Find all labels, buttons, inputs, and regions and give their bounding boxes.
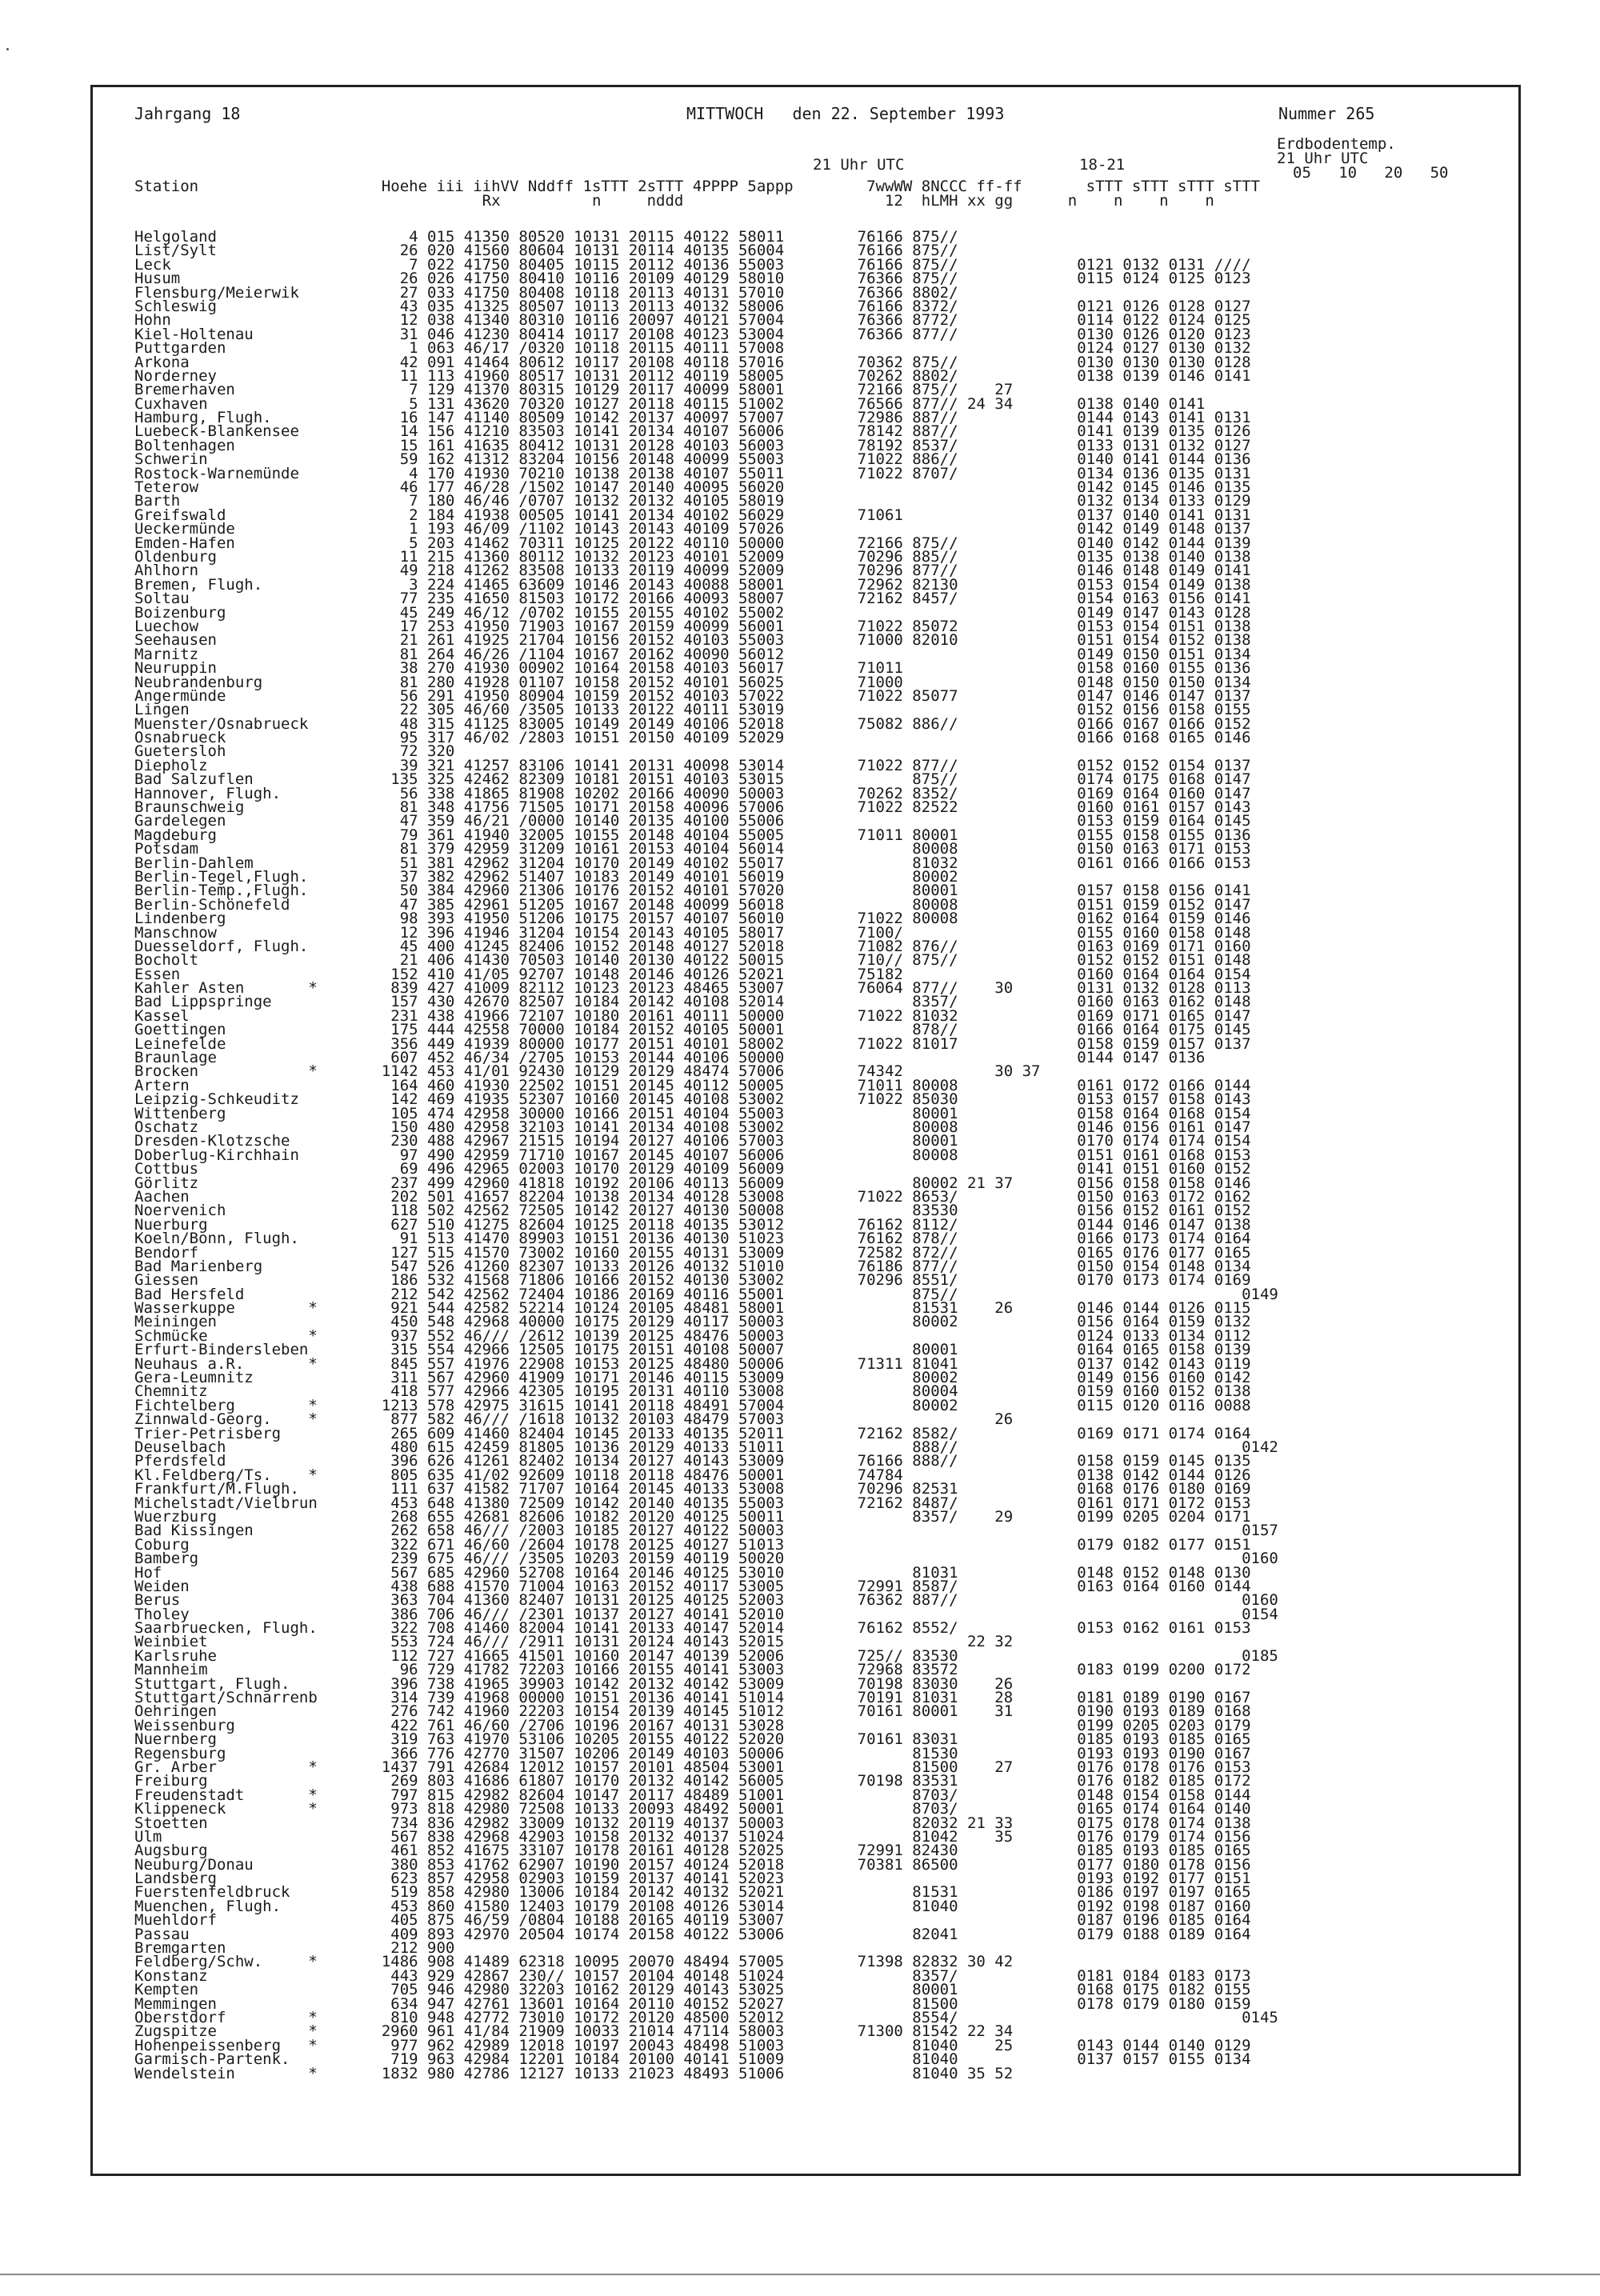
table-row: Regensburg 366 776 42770 31507 10206 20149 40103 50006 81530 0193 0193 0190 0167 — [134, 1744, 1251, 1762]
table-row: Hamburg, Flugh. 16 147 41140 80509 10142 20137 40097 57007 72986 887// 0144 0143 0141 0131 — [134, 409, 1251, 427]
station-table — [134, 230, 1278, 2081]
table-row: Nuerburg 627 510 41275 82604 10125 20118 40135 53012 76162 8112/ 0144 0146 0147 0138 — [134, 1215, 1251, 1234]
table-row: Stuttgart, Flugh. 396 738 41965 39903 10142 20132 40142 53009 70198 83030 26 — [134, 1674, 1014, 1693]
table-row: Neuruppin 38 270 41930 00902 10164 20158 40103 56017 71011 0158 0160 0155 0136 — [134, 659, 1251, 678]
table-row: Zugspitze * 2960 961 41/84 21909 10033 21014 47114 58003 71300 81542 22 34 — [134, 2022, 1014, 2041]
table-row: Kiel-Holtenau 31 046 41230 80414 10117 20108 40123 53004 76366 877// 0130 0126 0120 0123 — [134, 325, 1251, 343]
table-row: Hohenpeissenberg * 977 962 42989 12018 10197 20043 48498 51003 81040 25 0143 0144 0140 0129 — [134, 2036, 1251, 2054]
table-row: Braunlage 607 452 46/34 /2705 10153 20144 40106 50000 0144 0147 0136 — [134, 1049, 1206, 1067]
table-row: Klippeneck * 973 818 42980 72508 10133 20093 48492 50001 8703/ 0165 0174 0164 0140 — [134, 1800, 1251, 1818]
table-row: Berlin-Temp.,Flugh. 50 384 42960 21306 10176 20152 40101 57020 80001 0157 0158 0156 0141 — [134, 882, 1251, 900]
table-row: Koeln/Bonn, Flugh. 91 513 41470 89903 10151 20136 40130 51023 76162 878// 0166 0173 0174 0164 — [134, 1230, 1251, 1248]
table-row: Meiningen 450 548 42968 40000 10175 20129 40117 50003 80002 0156 0164 0159 0132 — [134, 1313, 1251, 1331]
obs-time-label: 21 Uhr UTC — [813, 156, 905, 174]
table-row: Norderney 11 113 41960 80517 10131 20112 40119 58005 70262 8802/ 0138 0139 0146 0141 — [134, 366, 1251, 385]
table-row: Husum 26 026 41750 80410 10116 20109 40129 58010 76366 875// 0115 0124 0125 0123 — [134, 270, 1251, 288]
table-row: Konstanz 443 929 42867 230// 10157 20104 40148 51024 8357/ 0181 0184 0183 0173 — [134, 1966, 1251, 1985]
table-row: Hohn 12 038 41340 80310 10116 20097 40121 57004 76366 8772/ 0114 0122 0124 0125 — [134, 311, 1251, 330]
table-row: Ueckermünde 1 193 46/09 /1102 10143 20143 40109 57026 0142 0149 0148 0137 — [134, 520, 1251, 538]
table-row: Bad Hersfeld 212 542 42562 72404 10186 20169 40116 55001 875// 0149 — [134, 1285, 1278, 1303]
table-row: Coburg 322 671 46/60 /2604 10178 20125 40127 51013 0179 0182 0177 0151 — [134, 1535, 1251, 1554]
table-row: Giessen 186 532 41568 71806 10166 20152 40130 53002 70296 8551/ 0170 0173 0174 0169 — [134, 1271, 1251, 1290]
table-row: Fichtelberg * 1213 578 42975 31615 10141 20118 48491 57004 80002 0115 0120 0116 0088 — [134, 1396, 1251, 1414]
table-row: Boizenburg 45 249 46/12 /0702 10155 20155 40102 55002 0149 0147 0143 0128 — [134, 603, 1251, 622]
table-row: Bocholt 21 406 41430 70503 10140 20130 40122 50015 710// 875// 0152 0152 0151 0148 — [134, 951, 1251, 970]
period-label: 18-21 — [1079, 156, 1126, 174]
table-row: Freudenstadt * 797 815 42982 82604 10147 20117 48489 51001 8703/ 0148 0154 0158 0144 — [134, 1786, 1251, 1804]
table-row: Wasserkuppe * 921 544 42582 52214 10124 20105 48481 58001 81531 26 0146 0144 0126 0115 — [134, 1299, 1251, 1318]
table-row: Hof 567 685 42960 52708 10164 20146 40125 53010 81031 0148 0152 0148 0130 — [134, 1563, 1251, 1582]
table-row: Muenster/Osnabrueck 48 315 41125 83005 10149 20149 40106 52018 75082 886// 0166 0167 0166 0152 — [134, 714, 1251, 733]
table-row: Mannheim 96 729 41782 72203 10166 20155 40141 53003 72968 83572 0183 0199 0200 0172 — [134, 1661, 1251, 1679]
table-row: Braunschweig 81 348 41756 71505 10171 20158 40096 57006 71022 82522 0160 0161 0157 0143 — [134, 798, 1251, 817]
table-row: Stuttgart/Schnarrenb 314 739 41968 00000 10151 20136 40141 51014 70191 81031 28 0181 0189 0190 0167 — [134, 1689, 1251, 1707]
table-row: Neuhaus a.R. * 845 557 41976 22908 10153 20125 48480 50006 71311 81041 0137 0142 0143 0119 — [134, 1354, 1251, 1373]
table-row: Artern 164 460 41930 22502 10151 20145 40112 50005 71011 80008 0161 0172 0166 0144 — [134, 1076, 1251, 1094]
bottom-rule — [0, 2274, 1600, 2275]
table-row: Goettingen 175 444 42558 70000 10184 20152 40105 50001 878// 0166 0164 0175 0145 — [134, 1021, 1251, 1039]
column-header: Station Hoehe iii iihVV Nddff 1sTTT 2sTTT 4PPPP 5appp 7wwWW 8NCCC ff-ff sTTT sTTT sTTT sTTT — [134, 178, 1260, 195]
table-row: Duesseldorf, Flugh. 45 400 41245 82406 10152 20148 40127 52018 71082 876// 0163 0169 0171 0160 — [134, 937, 1251, 955]
table-row: Puttgarden 1 063 46/17 /0320 10118 20115 40111 57008 0124 0127 0130 0132 — [134, 339, 1251, 358]
table-row: Angermünde 56 291 41950 80904 10159 20152 40103 57022 71022 85077 0147 0146 0147 0137 — [134, 686, 1251, 705]
table-row: Dresden-Klotzsche 230 488 42967 21515 10194 20127 40106 57003 80001 0170 0174 0174 0154 — [134, 1132, 1251, 1150]
soil-temp-title: Erdbodentemp. — [1277, 135, 1396, 153]
table-row: Gera-Leumnitz 311 567 42960 41909 10171 20146 40115 53009 80002 0149 0156 0160 0142 — [134, 1369, 1251, 1387]
table-row: Osnabrueck 95 317 46/02 /2803 10151 20150 40109 52029 0166 0168 0165 0146 — [134, 729, 1251, 747]
table-row: Bad Marienberg 547 526 41260 82307 10133 20126 40132 51010 76186 877// 0150 0154 0148 0134 — [134, 1257, 1251, 1275]
table-row: Kl.Feldberg/Ts. * 805 635 41/02 92609 10118 20118 48476 50001 74784 0138 0142 0144 0126 — [134, 1466, 1251, 1484]
table-row: Oehringen 276 742 41960 22203 10154 20139 40145 51012 70161 80001 31 0190 0193 0189 0168 — [134, 1702, 1251, 1721]
table-row: Boltenhagen 15 161 41635 80412 10131 20128 40103 56003 78192 8537/ 0133 0131 0132 0127 — [134, 436, 1251, 454]
table-row: Flensburg/Meierwik 27 033 41750 80408 10118 20113 40131 57010 76366 8802/ — [134, 283, 958, 302]
table-row: Görlitz 237 499 42960 41818 10192 20106 40113 56009 80002 21 37 0156 0158 0158 0146 — [134, 1174, 1251, 1192]
table-row: Cottbus 69 496 42965 02003 10170 20129 40109 56009 0141 0151 0160 0152 — [134, 1160, 1251, 1178]
table-row: Berlin-Dahlem 51 381 42962 31204 10170 20149 40102 55017 81032 0161 0166 0166 0153 — [134, 854, 1251, 872]
table-row: Berlin-Tegel,Flugh. 37 382 42962 51407 10183 20149 40101 56019 80002 — [134, 867, 958, 886]
table-row: Neubrandenburg 81 280 41928 01107 10158 20152 40101 56025 71000 0148 0150 0150 0134 — [134, 673, 1251, 691]
table-row: Bad Lippspringe 157 430 42670 82507 10184 20142 40108 52014 8357/ 0160 0163 0162 0148 — [134, 993, 1251, 1011]
table-row: Frankfurt/M.Flugh. 111 637 41582 71707 10164 20145 40133 53008 70296 82531 0168 0176 0180 0169 — [134, 1480, 1251, 1498]
table-row: Erfurt-Bindersleben 315 554 42966 12505 10175 20151 40108 50007 80001 0164 0165 0158 0139 — [134, 1341, 1251, 1359]
table-row: Bamberg 239 675 46/// /3505 10203 20159 40119 50020 0160 — [134, 1550, 1278, 1568]
table-row: Helgoland 4 015 41350 80520 10131 20115 40122 58011 76166 875// — [134, 228, 958, 246]
table-row: Bendorf 127 515 41570 73002 10160 20155 40131 53009 72582 872// 0165 0176 0177 0165 — [134, 1243, 1251, 1262]
table-row: Landsberg 623 857 42958 02903 10159 20137 40141 52023 0193 0192 0177 0151 — [134, 1870, 1251, 1888]
table-row: Bad Salzuflen 135 325 42462 82309 10181 20151 40103 53015 875// 0174 0175 0168 0147 — [134, 770, 1251, 789]
table-row: Schmücke * 937 552 46/// /2612 10139 20125 48476 50003 0124 0133 0134 0112 — [134, 1326, 1251, 1345]
table-row: Lingen 22 305 46/60 /3505 10133 20122 40111 53019 0152 0156 0158 0155 — [134, 701, 1251, 719]
scan-speck — [6, 48, 9, 50]
table-row: Wuerzburg 268 655 42681 82606 10182 20120 40125 50011 8357/ 29 0199 0205 0204 0171 — [134, 1507, 1251, 1526]
table-row: Tholey 386 706 46/// /2301 10137 20127 40141 52010 0154 — [134, 1605, 1278, 1623]
table-row: Bad Kissingen 262 658 46/// /2003 10185 20127 40122 50003 0157 — [134, 1522, 1278, 1540]
table-row: Gardelegen 47 359 46/21 /0000 10140 20135 40100 55006 0153 0159 0164 0145 — [134, 812, 1251, 830]
table-row: Bremerhaven 7 129 41370 80315 10129 20117 40099 58001 72166 875// 27 — [134, 381, 1014, 399]
table-row: Bremgarten 212 900 — [134, 1939, 455, 1958]
table-row: Zinnwald-Georg. * 877 582 46/// /1618 10132 20103 48479 57003 26 — [134, 1410, 1014, 1429]
table-row: Brocken * 1142 453 41/01 92430 10129 20129 48474 57006 74342 30 37 — [134, 1062, 1041, 1081]
table-row: Wendelstein * 1832 980 42786 12127 10133 21023 48493 51006 81040 35 52 — [134, 2064, 1014, 2082]
table-row: Rostock-Warnemünde 4 170 41930 70210 10138 20138 40107 55011 71022 8707/ 0134 0136 0135 0131 — [134, 464, 1251, 482]
jahrgang-label: Jahrgang 18 — [134, 104, 241, 123]
table-row: Garmisch-Partenk. 719 963 42984 12201 10184 20100 40141 51009 81040 0137 0157 0155 0134 — [134, 2050, 1251, 2069]
table-row: Schleswig 43 035 41325 80507 10113 20113 40132 58006 76166 8372/ 0121 0126 0128 0127 — [134, 297, 1251, 315]
table-row: Gr. Arber * 1437 791 42684 12012 10157 20101 48504 53001 81500 27 0176 0178 0176 0153 — [134, 1758, 1251, 1776]
table-row: Wittenberg 105 474 42958 30000 10166 20151 40104 55003 80001 0158 0164 0168 0154 — [134, 1104, 1251, 1122]
table-row: Memmingen 634 947 42761 13601 10164 20110 40152 52027 81500 0178 0179 0180 0159 — [134, 1994, 1251, 2013]
table-row: Aachen 202 501 41657 82204 10138 20134 40128 53008 71022 8653/ 0150 0163 0172 0162 — [134, 1187, 1251, 1206]
table-row: Oberstdorf * 810 948 42772 73010 10172 20120 48500 52012 8554/ 0145 — [134, 2009, 1278, 2026]
table-row: Leinefelde 356 449 41939 80000 10177 20151 40101 58002 71022 81017 0158 0159 0157 0137 — [134, 1034, 1251, 1053]
date-title: MITTWOCH den 22. September 1993 — [686, 104, 1005, 123]
table-row: Emden-Hafen 5 203 41462 70311 10125 20122 40110 50000 72166 875// 0140 0142 0144 0139 — [134, 534, 1251, 552]
table-row: Potsdam 81 379 42959 31209 10161 20153 40104 56014 80008 0150 0163 0171 0153 — [134, 840, 1251, 858]
table-row: Essen 152 410 41/05 92707 10148 20146 40126 52021 75182 0160 0164 0164 0154 — [134, 965, 1251, 983]
table-row: Weiden 438 688 41570 71004 10163 20152 40117 53005 72991 8587/ 0163 0164 0160 0144 — [134, 1577, 1251, 1595]
soil-temp-time: 21 Uhr UTC — [1277, 150, 1369, 167]
table-row: Luebeck-Blankensee 14 156 41210 83503 10141 20134 40107 56006 78142 887// 0141 0139 0135 0126 — [134, 422, 1251, 441]
table-row: Muehldorf 405 875 46/59 /0804 10188 20165 40119 53007 0187 0196 0185 0164 — [134, 1911, 1251, 1930]
table-row: Cuxhaven 5 131 43620 70320 10127 20118 40115 51002 76566 877// 24 34 0138 0140 0141 — [134, 394, 1206, 413]
table-row: Oldenburg 11 215 41360 80112 10132 20123 40101 52009 70296 885// 0135 0138 0140 0138 — [134, 547, 1251, 566]
table-row: Leck 7 022 41750 80405 10115 20112 40136 55003 76166 875// 0121 0132 0131 //// — [134, 255, 1251, 274]
table-row: Doberlug-Kirchhain 97 490 42959 71710 10167 20145 40107 56006 80008 0151 0161 0168 0153 — [134, 1146, 1251, 1164]
table-row: Kahler Asten * 839 427 41009 82112 10123 20123 48465 53007 76064 877// 30 0131 0132 0128 0113 — [134, 979, 1251, 998]
table-row: Luechow 17 253 41950 71903 10167 20159 40099 56001 71022 85072 0153 0154 0151 0138 — [134, 617, 1251, 635]
soil-depths: 05 10 20 50 — [1293, 164, 1449, 182]
table-row: Karlsruhe 112 727 41665 41501 10160 20147 40139 52006 725// 83530 0185 — [134, 1646, 1278, 1665]
table-row: Hannover, Flugh. 56 338 41865 81908 10202 20166 40090 50003 70262 8352/ 0169 0164 0160 0147 — [134, 784, 1251, 802]
table-row: Berus 363 704 41360 82407 10131 20125 40125 52003 76362 887// 0160 — [134, 1591, 1278, 1610]
table-row: Weinbiet 553 724 46/// /2911 10131 20124 40143 52015 22 32 — [134, 1633, 1014, 1651]
table-row: Noervenich 118 502 42562 72505 10142 20127 40130 50008 83530 0156 0152 0161 0152 — [134, 1202, 1251, 1220]
table-row: Weissenburg 422 761 46/60 /2706 10196 20167 40131 53028 0199 0205 0203 0179 — [134, 1716, 1251, 1734]
table-row: Teterow 46 177 46/28 /1502 10147 20140 40095 56020 0142 0145 0146 0135 — [134, 478, 1251, 497]
table-row: Marnitz 81 264 46/26 /1104 10167 20162 40090 56012 0149 0150 0151 0134 — [134, 645, 1251, 663]
table-row: Diepholz 39 321 41257 83106 10141 20131 40098 53014 71022 877// 0152 0152 0154 0137 — [134, 756, 1251, 774]
table-row: Freiburg 269 803 41686 61807 10170 20132 40142 56005 70198 83531 0176 0182 0185 0172 — [134, 1772, 1251, 1790]
table-row: Magdeburg 79 361 41940 32005 10155 20148 40104 55005 71011 80001 0155 0158 0155 0136 — [134, 826, 1251, 844]
table-row: Deuselbach 480 615 42459 81805 10136 20129 40133 51011 888// 0142 — [134, 1438, 1278, 1456]
table-row: Kassel 231 438 41966 72107 10180 20161 40111 50000 71022 81032 0169 0171 0165 0147 — [134, 1006, 1251, 1025]
table-row: Saarbruecken, Flugh. 322 708 41460 82004 10141 20133 40147 52014 76162 8552/ 0153 0162 0161 0153 — [134, 1619, 1251, 1638]
table-row: Passau 409 893 42970 20504 10174 20158 40122 53006 82041 0179 0188 0189 0164 — [134, 1925, 1251, 1943]
table-row: Barth 7 180 46/46 /0707 10132 20132 40105 58019 0132 0134 0133 0129 — [134, 492, 1251, 510]
table-row: Muenchen, Flugh. 453 860 41580 12403 10179 20108 40126 53014 81040 0192 0198 0187 0160 — [134, 1897, 1251, 1915]
table-row: Nuernberg 319 763 41970 53106 10205 20155 40122 52020 70161 83031 0185 0193 0185 0165 — [134, 1730, 1251, 1749]
table-row: Guetersloh 72 320 — [134, 742, 455, 761]
table-row: Kempten 705 946 42980 32203 10162 20129 40143 53025 80001 0168 0175 0182 0155 — [134, 1981, 1251, 1999]
table-row: Berlin-Schönefeld 47 385 42961 51205 10167 20148 40099 56018 80008 0151 0159 0152 0147 — [134, 895, 1251, 914]
issue-number: Nummer 265 — [1278, 104, 1375, 123]
table-row: Manschnow 12 396 41946 31204 10154 20143 40105 58017 7100/ 0155 0160 0158 0148 — [134, 923, 1251, 942]
table-row: Feldberg/Schw. * 1486 908 41489 62318 10095 20070 48494 57005 71398 82832 30 42 — [134, 1953, 1014, 1971]
table-row: Fuerstenfeldbruck 519 858 42980 13006 10184 20142 40132 52021 81531 0186 0197 0197 0165 — [134, 1883, 1251, 1902]
table-row: Greifswald 2 184 41938 00505 10141 20134 40102 56029 71061 0137 0140 0141 0131 — [134, 506, 1251, 524]
table-row: Ahlhorn 49 218 41262 83508 10133 20119 40099 52009 70296 877// 0146 0148 0149 0141 — [134, 562, 1251, 580]
table-row: Bremen, Flugh. 3 224 41465 63609 10146 20143 40088 58001 72962 82130 0153 0154 0149 0138 — [134, 575, 1251, 594]
table-row: Trier-Petrisberg 265 609 41460 82404 10145 20133 40135 52011 72162 8582/ 0169 0171 0174 0164 — [134, 1424, 1251, 1442]
table-row: Stoetten 734 836 42982 33009 10132 20119 40137 50003 82032 21 33 0175 0178 0174 0138 — [134, 1814, 1251, 1832]
table-row: Soltau 77 235 41650 81503 10172 20166 40093 58007 72162 8457/ 0154 0163 0156 0141 — [134, 590, 1251, 608]
table-row: Seehausen 21 261 41925 21704 10156 20152 40103 55003 71000 82010 0151 0154 0152 0138 — [134, 631, 1251, 650]
table-row: Neuburg/Donau 380 853 41762 62907 10190 20157 40124 52018 70381 86500 0177 0180 0178 0156 — [134, 1855, 1251, 1874]
table-row: Oschatz 150 480 42958 32103 10141 20134 40108 53002 80008 0146 0156 0161 0147 — [134, 1118, 1251, 1136]
column-subheader: Rx n nddd 12 hLMH xx gg n n n n — [134, 192, 1214, 210]
table-row: List/Sylt 26 020 41560 80604 10131 20114 40135 56004 76166 875// — [134, 242, 958, 260]
table-row: Arkona 42 091 41464 80612 10117 20108 40118 57016 70362 875// 0130 0130 0130 0128 — [134, 353, 1251, 371]
table-row: Pferdsfeld 396 626 41261 82402 10134 20127 40143 53009 76166 888// 0158 0159 0145 0135 — [134, 1452, 1251, 1470]
table-row: Augsburg 461 852 41675 33107 10178 20161 40128 52025 72991 82430 0185 0193 0185 0165 — [134, 1842, 1251, 1860]
table-row: Schwerin 59 162 41312 83204 10156 20148 40099 55003 71022 886// 0140 0141 0144 0136 — [134, 450, 1251, 469]
table-row: Lindenberg 98 393 41950 51206 10175 20157 40107 56010 71022 80008 0162 0164 0159 0146 — [134, 910, 1251, 928]
table-row: Michelstadt/Vielbrun 453 648 41380 72509 10142 20140 40135 55003 72162 8487/ 0161 0171 0172 0153 — [134, 1494, 1251, 1512]
table-row: Chemnitz 418 577 42966 42305 10195 20131 40110 53008 80004 0159 0160 0152 0138 — [134, 1382, 1251, 1401]
table-row: Ulm 567 838 42968 42903 10158 20132 40137 51024 81042 35 0176 0179 0174 0156 — [134, 1827, 1251, 1846]
table-row: Leipzig-Schkeuditz 142 469 41935 52307 10160 20145 40108 53002 71022 85030 0153 0157 0158 0143 — [134, 1090, 1251, 1109]
